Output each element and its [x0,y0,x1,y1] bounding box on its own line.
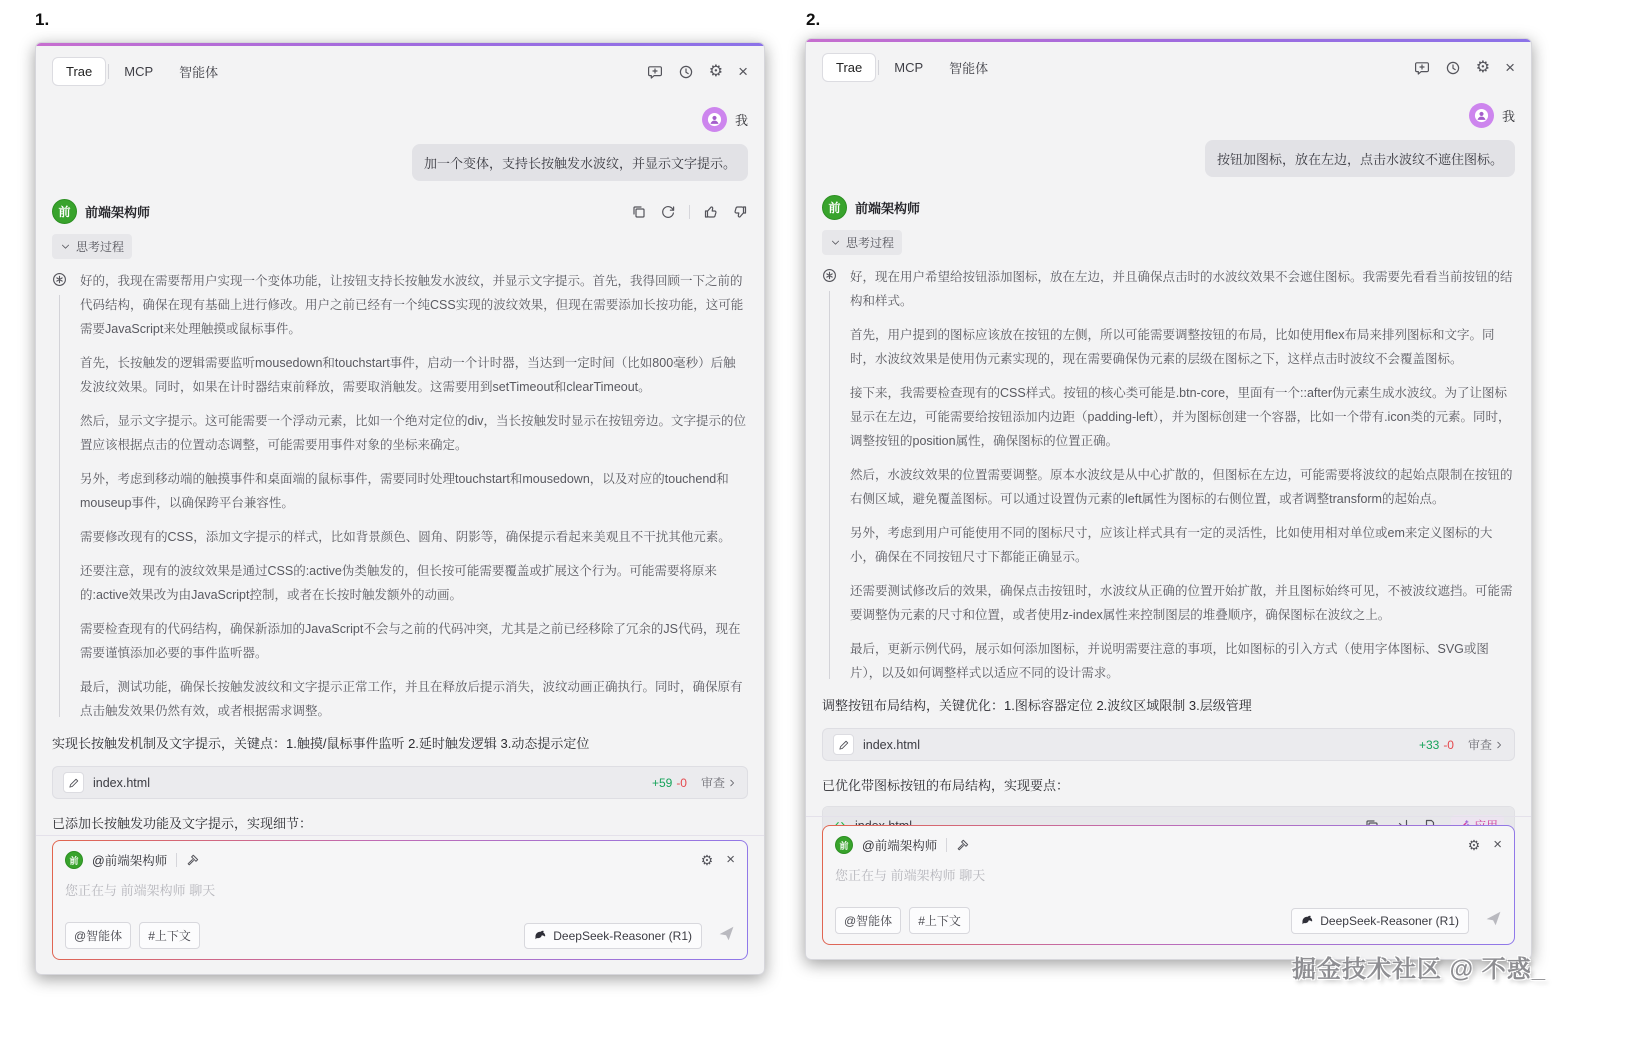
thinking-block [52,269,748,723]
tab-agents[interactable]: 智能体 [179,65,219,80]
response-summary: 实现长按触发机制及文字提示，关键点：1.触摸/鼠标事件监听 2.延时触发逻辑 3.动态提示定位 [52,736,590,751]
panel-header [806,39,1531,89]
model-selector[interactable]: DeepSeek-Reasoner (R1) [1291,908,1469,934]
send-icon[interactable] [718,925,735,947]
file-name: index.html [93,775,150,790]
thinking-paragraph: 首先，用户提到的图标应该放在按钮的左侧，所以可能需要调整按钮的布局，比如使用flex布局来排列图标和文字。同时，水波纹效果是使用伪元素实现的，现在需要确保伪元素的层级在图标之下，这样点击时波纹不会覆盖图标。 [850,328,1495,366]
chat-panel-1 [35,42,765,975]
chevron-down-icon [830,237,841,248]
history-icon[interactable] [1445,60,1461,76]
user-message: 按钮加图标，放在左边，点击水波纹不遮住图标。 [1205,140,1515,177]
copy-icon[interactable] [631,204,647,220]
settings-icon[interactable]: ⚙ [708,62,724,80]
user-message: 加一个变体，支持长按触发水波纹，并显示文字提示。 [412,144,748,181]
input-close-icon[interactable]: × [726,851,735,868]
history-icon[interactable] [678,64,694,80]
panel-1-label: 1. [35,10,50,29]
close-icon[interactable]: × [738,61,748,81]
send-icon[interactable] [1485,910,1502,932]
agent-avatar: 前 [52,199,77,224]
thinking-paragraph: 最后，更新示例代码，展示如何添加图标，并说明需要注意的事项，比如图标的引入方式（使用字体图标、SVG或图片），以及如何调整样式以适应不同的设计需求。 [850,642,1489,680]
new-chat-icon[interactable] [647,64,663,80]
user-avatar [702,107,727,132]
thumbs-down-icon[interactable] [732,204,748,220]
thinking-paragraph: 接下来，我需要检查现有的CSS样式。按钮的核心类可能是.btn-core，里面有一个::after伪元素生成水波纹。为了让图标显示在左边，可能需要给按钮添加内边距（padding-left），并为图标创建一个容器，比如一个带有.icon类的元素。同时，调整按钮的position属性，确保图标的位置正确。 [850,386,1511,448]
response-summary: 调整按钮布局结构，关键优化：1.图标容器定位 2.波纹区域限制 3.层级管理 [822,698,1252,713]
context-button[interactable]: #上下文 [139,922,200,949]
input-settings-icon[interactable]: ⚙ [700,852,714,868]
reasoning-icon [822,268,837,283]
thinking-rail [829,291,830,679]
thinking-paragraph: 然后，水波纹效果的位置需要调整。原本水波纹是从中心扩散的，但图标在左边，可能需要将波纹的起始点限制在按钮的右侧区域，避免覆盖图标。可以通过设置伪元素的left属性为图标的右侧位置，或者调整transform的起始点。 [850,468,1513,506]
agent-row [822,195,1515,220]
additions-count: +59 [651,775,673,790]
agent-mention-chip[interactable]: @前端架构师 [862,839,938,853]
thinking-paragraph: 好，现在用户希望给按钮添加图标，放在左边，并且确保点击时的水波纹效果不会遮住图标。我需要先看看当前按钮的结构和样式。 [850,270,1513,308]
thinking-toggle[interactable]: 思考过程 [52,234,132,259]
chat-panel-2 [805,38,1532,960]
user-row [52,107,748,132]
chevron-right-icon [1494,740,1504,750]
chat-input-box[interactable] [52,840,748,960]
thinking-toggle[interactable]: 思考过程 [822,230,902,255]
tools-hammer-icon[interactable] [956,838,970,852]
agent-mention-chip[interactable]: @前端架构师 [92,854,168,868]
agent-row [52,199,748,224]
user-row [822,103,1515,128]
response-detail: 已优化带图标按钮的布局结构，实现要点： [822,778,1070,793]
edit-file-icon [63,772,84,793]
deepseek-logo-icon [534,929,547,942]
thinking-paragraph: 还需要测试修改后的效果，确保点击按钮时，水波纹从正确的位置开始扩散，并且图标始终可见，不被波纹遮挡。可能需要调整伪元素的尺寸和位置，或者使用z-index属性来控制图层的堆叠顺序，确保图标在波纹之上。 [850,584,1513,622]
thinking-block [822,265,1515,685]
thinking-paragraph: 首先，长按触发的逻辑需要监听mousedown和touchstart事件，启动一个计时器，当达到一定时间（比如800毫秒）后触发波纹效果。同时，如果在计时器结束前释放，需要取消触发。这需要用到setTimeout和clearTimeout。 [80,356,736,394]
agents-button[interactable]: @智能体 [65,922,131,949]
input-settings-icon[interactable]: ⚙ [1467,837,1481,853]
chevron-right-icon [727,778,737,788]
chevron-down-icon [60,241,71,252]
thinking-paragraph: 另外，考虑到移动端的触摸事件和桌面端的鼠标事件，需要同时处理touchstart和mousedown，以及对应的touchend和mouseup事件，以确保跨平台兼容性。 [80,472,729,510]
thumbs-up-icon[interactable] [703,204,719,220]
file-diff-card[interactable] [822,728,1515,761]
additions-count: +33 [1418,737,1440,752]
watermark: 掘金技术社区 @ 不惑_ [1292,956,1547,983]
model-selector[interactable]: DeepSeek-Reasoner (R1) [524,923,702,949]
thinking-paragraph: 最后，测试功能，确保长按触发波纹和文字提示正常工作，并且在释放后提示消失，波纹动画正确执行。同时，确保原有点击触发效果仍然有效，或者根据需求调整。 [80,680,743,718]
agent-avatar: 前 [835,836,853,854]
panel-header [36,43,764,93]
input-divider [36,835,764,836]
user-name: 我 [734,113,748,128]
tab-trae[interactable]: Trae [52,57,106,86]
input-close-icon[interactable]: × [1493,836,1502,853]
thinking-paragraph: 还要注意，现有的波纹效果是通过CSS的:active伪类触发的，但长按可能需要覆盖或扩展这个行为。可能需要将原来的:active效果改为由JavaScript控制，或者在长按时触发额外的动画。 [80,564,717,602]
context-button[interactable]: #上下文 [909,907,970,934]
deepseek-logo-icon [1301,914,1314,927]
reasoning-icon [52,272,67,287]
thinking-paragraph: 然后，显示文字提示。这可能需要一个浮动元素，比如一个绝对定位的div，当长按触发时显示在按钮旁边。文字提示的位置应该根据点击的位置动态调整，可能需要用事件对象的坐标来确定。 [80,414,746,452]
tab-agents[interactable]: 智能体 [949,61,989,76]
message-input[interactable]: 您正在与 前端架构师 聊天 [835,868,986,883]
agents-button[interactable]: @智能体 [835,907,901,934]
tools-hammer-icon[interactable] [186,853,200,867]
regenerate-icon[interactable] [660,204,676,220]
response-detail: 已添加长按触发功能及文字提示，实现细节： [52,816,313,831]
deletions-count: -0 [676,775,687,790]
agent-name: 前端架构师 [85,205,151,220]
review-button[interactable]: 审查 [701,774,737,791]
thinking-paragraph: 需要修改现有的CSS，添加文字提示的样式，比如背景颜色、圆角、阴影等，确保提示看起来美观且不干扰其他元素。 [80,530,731,544]
thinking-paragraph: 需要检查现有的代码结构，确保新添加的JavaScript不会与之前的代码冲突，尤其是之前已经移除了冗余的JS代码，现在需要谨慎添加必要的事件监听器。 [80,622,741,660]
thinking-paragraph: 另外，考虑到用户可能使用不同的图标尺寸，应该让样式具有一定的灵活性，比如使用相对单位或em来定义图标的大小，确保在不同按钮尺寸下都能正确显示。 [850,526,1493,564]
new-chat-icon[interactable] [1414,60,1430,76]
tab-separator [878,60,879,75]
tab-trae[interactable]: Trae [822,53,876,82]
agent-avatar: 前 [822,195,847,220]
user-avatar [1469,103,1494,128]
tab-separator [108,64,109,79]
panel-2-label: 2. [806,10,821,29]
edit-file-icon [833,734,854,755]
close-icon[interactable]: × [1505,57,1515,77]
chat-input-box[interactable] [822,825,1515,945]
agent-avatar: 前 [65,851,83,869]
tab-mcp[interactable]: MCP [124,64,154,79]
input-divider [806,816,1531,817]
thinking-rail [59,295,60,717]
agent-name: 前端架构师 [855,201,921,216]
thinking-paragraph: 好的，我现在需要帮用户实现一个变体功能，让按钮支持长按触发水波纹，并显示文字提示。首先，我得回顾一下之前的代码结构，确保在现有基础上进行修改。用户之前已经有一个纯CSS实现的波纹效果，但现在需要添加长按功能，这可能需要JavaScript来处理触摸或鼠标事件。 [80,274,744,336]
user-name: 我 [1501,109,1515,124]
actions-divider [689,205,690,219]
message-input[interactable]: 您正在与 前端架构师 聊天 [65,883,216,898]
tab-mcp[interactable]: MCP [894,60,924,75]
file-diff-card[interactable] [52,766,748,799]
deletions-count: -0 [1443,737,1454,752]
review-button[interactable]: 审查 [1468,736,1504,753]
settings-icon[interactable]: ⚙ [1475,58,1491,76]
file-name: index.html [863,737,920,752]
